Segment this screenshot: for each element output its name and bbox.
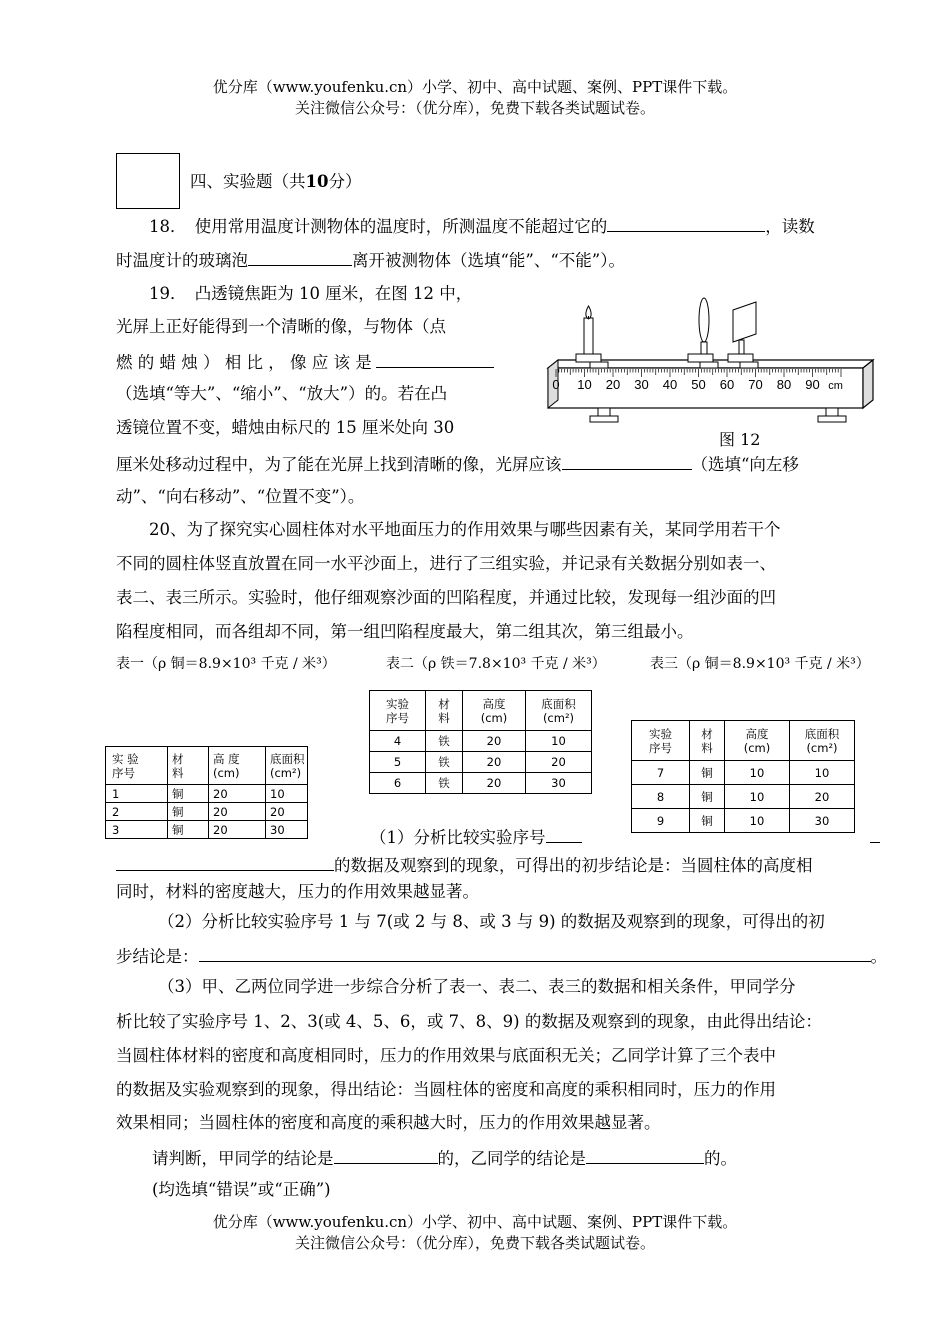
convex-lens xyxy=(699,298,709,342)
table3-cell: 30 xyxy=(790,809,855,833)
q19-blank-2[interactable] xyxy=(562,452,692,470)
q20-judge-blank-1[interactable] xyxy=(334,1146,438,1164)
table3-cell: 8 xyxy=(632,785,690,809)
table2-cell: 20 xyxy=(463,752,526,773)
candle-holder xyxy=(576,354,601,362)
screen-holder xyxy=(728,354,753,362)
q20-s2-blank[interactable] xyxy=(199,944,871,962)
table3-cell: 9 xyxy=(632,809,690,833)
table2-cell: 铁 xyxy=(426,731,463,752)
table3-cell: 10 xyxy=(725,809,790,833)
optical-bench-figure xyxy=(528,288,883,428)
table1-header: 实 验 序号 xyxy=(106,747,168,785)
q20-para-3: 表二、表三所示。实验时，他仔细观察沙面的凹陷程度，并通过比较，发现每一组沙面的凹 xyxy=(116,588,776,607)
table1-header: 高 度 (cm) xyxy=(209,747,266,785)
table1-cell: 20 xyxy=(209,785,266,803)
table2-header: 底面积 (cm²) xyxy=(526,691,592,731)
table3-cell: 10 xyxy=(790,761,855,785)
ruler-label: 30 xyxy=(634,377,649,392)
q19-text-a: 燃 的 蜡 烛 ） 相 比 ， 像 应 该 是 xyxy=(116,353,372,372)
q19-line-2: 光屏上正好能得到一个清晰的像，与物体（点 xyxy=(116,317,446,336)
q18-text-c: 时温度计的玻璃泡 xyxy=(116,251,248,270)
table2-cell: 铁 xyxy=(426,752,463,773)
table3-cell: 7 xyxy=(632,761,690,785)
q19-line-7: 动”、“向右移动”、“位置不变”）。 xyxy=(116,487,365,506)
table1-cell: 30 xyxy=(266,821,308,839)
table3-header: 底面积 (cm²) xyxy=(790,721,855,761)
table1-cell: 2 xyxy=(106,803,168,821)
header-line-1: 优分库（www.youfenku.cn）小学、初中、高中试题、案例、PPT课件下载。 xyxy=(212,78,738,96)
q20-note: (均选填“错误”或“正确”) xyxy=(152,1180,331,1199)
q20-s2-line-2 xyxy=(116,944,887,968)
q19-line-5: 透镜位置不变，蜡烛由标尺的 15 厘米处向 30 xyxy=(116,418,455,437)
ruler-label: 40 xyxy=(662,377,678,392)
q20-para-2: 不同的圆柱体竖直放置在同一水平沙面上，进行了三组实验，并记录有关数据分别如表一、 xyxy=(116,554,776,573)
table1-cell: 铜 xyxy=(168,803,209,821)
score-box[interactable] xyxy=(116,153,180,209)
rail-foot-right xyxy=(818,416,846,422)
q18-blank-2[interactable] xyxy=(248,248,352,266)
q19-blank-1[interactable] xyxy=(376,350,494,368)
ruler-label: 90 xyxy=(805,377,820,392)
q20-s1-text-a: （1）分析比较实验序号 xyxy=(370,828,546,847)
table1-cell: 铜 xyxy=(168,785,209,803)
q20-judge-line xyxy=(152,1146,737,1170)
table2-cell: 铁 xyxy=(426,773,463,794)
table2-cell: 20 xyxy=(463,773,526,794)
q20-s1-blank-tail[interactable] xyxy=(870,842,880,843)
table1-cell: 10 xyxy=(266,785,308,803)
table-2 xyxy=(369,690,592,794)
q20-s2-end: 。 xyxy=(870,947,887,966)
rail-end xyxy=(863,360,873,408)
table1-caption: 表一（ρ 铜＝8.9×10³ 千克 / 米³） xyxy=(116,656,336,672)
light-screen xyxy=(733,302,756,342)
table3-cell: 铜 xyxy=(690,809,725,833)
ruler-label: cm xyxy=(828,380,843,392)
table3-cell: 20 xyxy=(790,785,855,809)
q20-s1-line-2 xyxy=(116,853,813,877)
table3-cell: 10 xyxy=(725,761,790,785)
section-title-post: 分） xyxy=(328,172,362,191)
q20-para-4: 陷程度相同，而各组却不同，第一组凹陷程度最大，第二组其次，第三组最小。 xyxy=(116,622,694,641)
q20-judge-blank-2[interactable] xyxy=(586,1146,704,1164)
table2-cell: 10 xyxy=(526,731,592,752)
q19-line-6 xyxy=(116,452,799,476)
q20-judge-text-a: 请判断，甲同学的结论是 xyxy=(152,1149,334,1168)
q20-s3-line-1: （3）甲、乙两位同学进一步综合分析了表一、表二、表三的数据和相关条件，甲同学分 xyxy=(158,977,796,996)
q20-judge-text-c: 的。 xyxy=(704,1149,737,1168)
q20-s3-line-4: 的数据及实验观察到的现象，得出结论：当圆柱体的密度和高度的乘积相同时，压力的作用 xyxy=(116,1080,776,1099)
table1-header: 底面积 (cm²) xyxy=(266,747,308,785)
table2-header: 实验 序号 xyxy=(370,691,426,731)
q20-s1-line-3: 同时，材料的密度越大，压力的作用效果越显著。 xyxy=(116,882,479,901)
candle xyxy=(584,318,593,358)
footer-line-2: 关注微信公众号：（优分库），免费下载各类试题试卷。 xyxy=(294,1234,655,1252)
table2-cell: 30 xyxy=(526,773,592,794)
table1-cell: 1 xyxy=(106,785,168,803)
table3-cell: 铜 xyxy=(690,761,725,785)
q20-s3-line-5: 效果相同；当圆柱体的密度和高度的乘积越大时，压力的作用效果越显著。 xyxy=(116,1113,661,1132)
ruler-label: 70 xyxy=(748,377,763,392)
q18-line-2 xyxy=(116,248,625,272)
section-title xyxy=(190,171,361,193)
q20-s1-blank-b[interactable] xyxy=(116,853,334,871)
table2-header: 高度 (cm) xyxy=(463,691,526,731)
q20-s2-line-1: （2）分析比较实验序号 1 与 7(或 2 与 8、或 3 与 9) 的数据及观察到的现象，可得出的初 xyxy=(158,912,825,931)
q20-para-1: 20、为了探究实心圆柱体对水平地面压力的作用效果与哪些因素有关，某同学用若干个 xyxy=(149,520,781,539)
q18-blank-1[interactable] xyxy=(607,214,765,232)
screen-stem xyxy=(739,340,744,354)
table2-cell: 6 xyxy=(370,773,426,794)
footer-line-1: 优分库（www.youfenku.cn）小学、初中、高中试题、案例、PPT课件下载。 xyxy=(212,1213,738,1231)
ruler-label: 10 xyxy=(577,377,592,392)
table3-cell: 铜 xyxy=(690,785,725,809)
section-title-score: 10 xyxy=(305,172,329,191)
q19-text-b: 厘米处移动过程中，为了能在光屏上找到清晰的像，光屏应该 xyxy=(116,455,562,474)
table2-cell: 5 xyxy=(370,752,426,773)
q20-s1-line-1 xyxy=(370,825,582,849)
q18-text-a: 18． 使用常用温度计测物体的温度时，所测温度不能超过它的 xyxy=(149,217,608,236)
q20-s1-blank-a[interactable] xyxy=(546,825,582,843)
table2-caption: 表二（ρ 铁＝7.8×10³ 千克 / 米³） xyxy=(386,656,606,672)
q18-text-b: ，读数 xyxy=(765,217,815,236)
header-line-2: 关注微信公众号：（优分库），免费下载各类试题试卷。 xyxy=(294,99,655,117)
q19-text-c: （选填“向左移 xyxy=(691,455,799,474)
ruler-label: 0 xyxy=(552,377,560,392)
q18-line-1 xyxy=(149,214,815,238)
table-3 xyxy=(631,720,855,833)
candle-slider xyxy=(590,362,608,368)
table3-cell: 10 xyxy=(725,785,790,809)
table3-header: 高度 (cm) xyxy=(725,721,790,761)
q19-line-4: （选填“等大”、“缩小”、“放大”）的。若在凸 xyxy=(116,384,448,403)
table3-header: 实验 序号 xyxy=(632,721,690,761)
figure-caption: 图 12 xyxy=(719,430,761,449)
ruler-label: 20 xyxy=(605,377,621,392)
table3-header: 材 料 xyxy=(690,721,725,761)
lens-slider xyxy=(700,362,718,368)
table1-cell: 20 xyxy=(209,821,266,839)
q20-s3-line-3: 当圆柱体材料的密度和高度相同时，压力的作用效果与底面积无关；乙同学计算了三个表中 xyxy=(116,1046,776,1065)
ruler-label: 50 xyxy=(691,377,706,392)
table-1 xyxy=(105,746,308,839)
table1-cell: 铜 xyxy=(168,821,209,839)
q18-text-d: 离开被测物体（选填“能”、“不能”）。 xyxy=(352,251,625,270)
table2-header: 材 料 xyxy=(426,691,463,731)
rail-foot-left xyxy=(590,416,618,422)
table1-cell: 20 xyxy=(209,803,266,821)
table1-cell: 3 xyxy=(106,821,168,839)
lens-holder xyxy=(688,354,713,362)
ruler-label: 60 xyxy=(719,377,735,392)
q19-line-1: 19． 凸透镜焦距为 10 厘米，在图 12 中， xyxy=(149,284,473,303)
section-title-pre: 四、实验题（共 xyxy=(190,172,306,191)
table2-cell: 20 xyxy=(526,752,592,773)
q20-s3-line-2: 析比较了实验序号 1、2、3(或 4、5、6，或 7、8、9) 的数据及观察到的现象，由此得出结论： xyxy=(116,1012,822,1031)
q20-s2-text-b: 步结论是： xyxy=(116,947,199,966)
q20-judge-text-b: 的，乙同学的结论是 xyxy=(437,1149,586,1168)
screen-slider xyxy=(740,362,758,368)
q20-s1-text-b: 的数据及观察到的现象，可得出的初步结论是：当圆柱体的高度相 xyxy=(334,856,813,875)
ruler-label: 80 xyxy=(776,377,792,392)
table2-cell: 4 xyxy=(370,731,426,752)
table3-caption: 表三（ρ 铜＝8.9×10³ 千克 / 米³） xyxy=(650,656,870,672)
table1-cell: 20 xyxy=(266,803,308,821)
table2-cell: 20 xyxy=(463,731,526,752)
q19-line-3 xyxy=(116,350,494,374)
lens-stem xyxy=(701,342,707,354)
table1-header: 材 料 xyxy=(168,747,209,785)
